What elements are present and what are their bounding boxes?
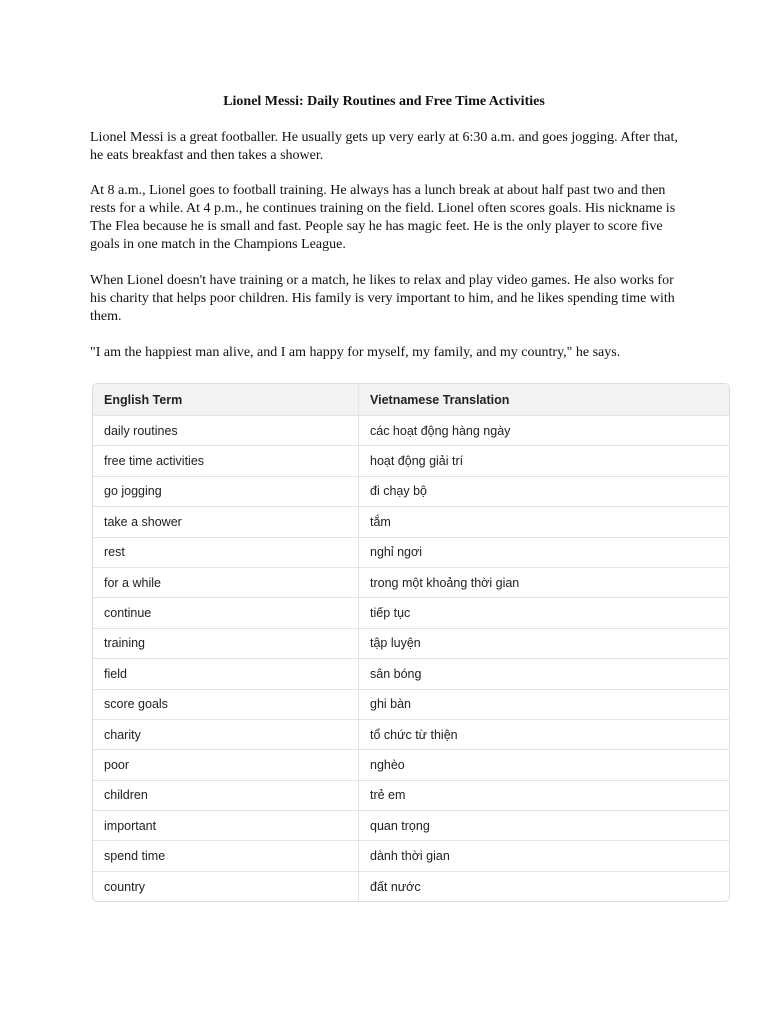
english-term-cell: field [93,659,359,688]
paragraph-free-time: When Lionel doesn't have training or a match, he likes to relax and play video games. He also works for his charity that helps poor children. His family is very important to him, and he likes spending time with them. [90,273,675,324]
table-row [93,749,729,779]
table-row [93,445,729,475]
vietnamese-translation-cell: tắm [370,514,391,529]
vietnamese-translation-cell: sân bóng [370,666,422,681]
vietnamese-translation-cell: nghèo [370,757,405,772]
english-term-cell: spend time [93,841,359,870]
vietnamese-translation-cell: đi chạy bộ [370,484,427,499]
table-row [93,689,729,719]
english-term-cell: training [93,629,359,658]
english-term-cell: continue [93,598,359,627]
vietnamese-translation-cell: quan trọng [370,818,430,833]
table-row [93,780,729,810]
english-term-cell: children [93,781,359,810]
english-term-cell: free time activities [93,446,359,475]
english-term-cell: rest [93,538,359,567]
table-row [93,810,729,840]
paragraph-training: At 8 a.m., Lionel goes to football training. He always has a lunch break at about half past two and then rests for a while. At 4 p.m., he continues training on the field. Lionel often scores goals. His nickname is The Flea because he is small and fast. People say he has magic feet. He is the only player to score five goals in one match in the Champions League. [90,183,676,252]
table-row [93,840,729,870]
table-row [93,476,729,506]
english-term-cell: country [93,872,359,901]
vietnamese-translation-cell: nghỉ ngơi [370,545,422,560]
vietnamese-translation-cell: các hoạt động hàng ngày [370,423,511,438]
vietnamese-translation-cell: hoạt động giải trí [370,454,464,469]
vietnamese-translation-cell: tiếp tục [370,606,411,621]
paragraph-quote: "I am the happiest man alive, and I am happy for myself, my family, and my country," he says. [90,345,621,360]
vietnamese-translation-cell: dành thời gian [370,849,450,864]
table-row [93,719,729,749]
table-row [93,871,729,901]
english-term-cell: daily routines [93,416,359,445]
table-header-row [93,384,729,415]
header-english-term: English Term [93,384,359,415]
table-row [93,537,729,567]
vietnamese-translation-cell: ghi bàn [370,697,412,712]
english-term-cell: for a while [93,568,359,597]
table-row [93,567,729,597]
document-title: Lionel Messi: Daily Routines and Free Time Activities [223,94,545,109]
english-term-cell: go jogging [93,477,359,506]
vietnamese-translation-cell: đất nước [370,879,421,894]
vocabulary-table [92,383,730,902]
english-term-cell: score goals [93,690,359,719]
table-row [93,658,729,688]
paragraph-morning-routine: Lionel Messi is a great footballer. He usually gets up very early at 6:30 a.m. and goes jogging. After that, he eats breakfast and then takes a shower. [90,130,678,163]
vietnamese-translation-cell: trong một khoảng thời gian [370,575,520,590]
english-term-cell: poor [93,750,359,779]
english-term-cell: charity [93,720,359,749]
header-vietnamese-translation: Vietnamese Translation [370,392,510,407]
table-row [93,628,729,658]
table-row [93,506,729,536]
table-row [93,597,729,627]
table-row [93,415,729,445]
english-term-cell: important [93,811,359,840]
english-term-cell: take a shower [93,507,359,536]
vietnamese-translation-cell: tập luyện [370,636,421,651]
vietnamese-translation-cell: trẻ em [370,788,406,803]
vietnamese-translation-cell: tổ chức từ thiện [370,727,458,742]
